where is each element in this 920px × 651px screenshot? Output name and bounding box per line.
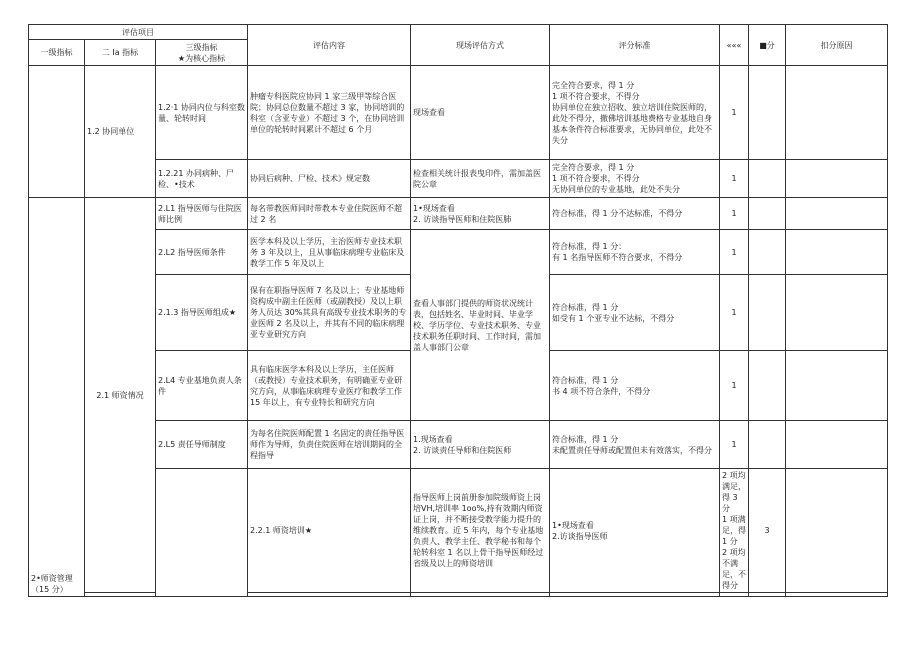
header-level3-note: ★为核心指标 [177, 53, 226, 63]
full-score-cell [720, 593, 749, 597]
level1-cell: 2•师资管理（15 分） [29, 198, 85, 597]
score-cell [749, 351, 786, 421]
header-level2: 二 Ia 指标 [85, 40, 156, 66]
header-content: 评估内容 [248, 25, 411, 66]
content-cell: 指导医师上岗前册参加院级师资上岗培VH,培训率 1oo%,持有效期内师资证上岗，并不断接受教学能力提升的维续教育。近 5 年内，每个专业基地负责人、教学主任、教学秘书和每个轮转科室 1 名以上骨干指导医师经过省级及以上的师资培训 [411, 469, 550, 593]
full-score-cell: 3 [749, 469, 786, 593]
table-row [29, 198, 888, 230]
reason-cell [786, 421, 888, 469]
level3-cell: 2.L4 专业基地负责人条件 [156, 351, 248, 421]
reason-cell [786, 593, 888, 597]
content-cell: 医学本科及以上学历，主治医师专业技术职务 3 年及以上，且从事临床病理专业临床及教学工作 5 年及以上 [248, 230, 411, 275]
method-cell: 查看人事部门提供的师资状况统计表，包括姓名、毕业时间、毕业学校、学历学位、专业技术职务、专业技术职务任职时间、工作时间，需加盖人事部门公章 [411, 230, 550, 421]
criteria-cell: 符合标准，得 1 分 如受有 1 个亚专业不达标，不得分 [550, 275, 720, 351]
header-reason: 扣分原因 [786, 25, 888, 66]
evaluation-table [28, 24, 888, 597]
criteria-cell: 完全符合要求，得 1 分 1 项不符合要求，不得分 无协同单位的专业基地，此处不失分 [550, 160, 720, 198]
score-cell [749, 275, 786, 351]
header-score: ■分 [749, 25, 786, 66]
criteria-cell [550, 593, 720, 597]
content-cell: 具有临床医学本科及以上学历，主任医师（或教授）专业技术职务，有明确亚专业研究方向，从事临床病理专业医疗和教学工作 15 年以上，有专业特长和研究方向 [248, 351, 411, 421]
level3-cell [85, 593, 156, 597]
criteria-cell: 2 项均满足，得 3 分 1 项满足，得 1 分 2 项均不满足，不得分 [720, 469, 749, 593]
full-score-cell: 1 [720, 160, 749, 198]
level3-cell: 2.2.1 师资培训★ [248, 469, 411, 593]
header-level1: 一级指标 [29, 40, 85, 66]
reason-cell [786, 66, 888, 160]
score-cell [749, 230, 786, 275]
content-cell: 协同后病种、尸检、技术》规定数 [248, 160, 411, 198]
score-cell [749, 421, 786, 469]
content-cell: 为每名住院医师配置 1 名固定的责任指导医师作为导师，负责住院医师在培训期间的全程指导 [248, 421, 411, 469]
method-cell: 检查相关统计报表曳印件，需加盖医院公章 [411, 160, 550, 198]
score-cell [786, 469, 888, 593]
table-row [29, 421, 888, 469]
table-row [29, 160, 888, 198]
header-row-1 [29, 25, 888, 40]
criteria-cell: 符合标准，得 1 分： 有 1 名指导医师不符合要求，不得分 [550, 230, 720, 275]
level3-cell: 1.2·1 协同内位与科室数量、轮转时间 [156, 66, 248, 160]
full-score-cell: 1 [720, 351, 749, 421]
header-eval-items: 评估项目 [29, 25, 248, 40]
header-method: 现场评估方式 [411, 25, 550, 66]
reason-cell [786, 351, 888, 421]
level2-cell [156, 469, 248, 597]
method-cell: 1.现场查看 2. 访谈责任导师和住院医师 [411, 421, 550, 469]
criteria-cell: 符合标准，得 1 分不达标准，不得分 [550, 198, 720, 230]
content-cell: 肿瘤专科医院应协同 1 家三级甲等综合医院；协同总位数量不超过 3 家，协同培训的科室（含亚专业）不超过 3 个，在协同培训单位的轮转时间累计不超过 6 个月 [248, 66, 411, 160]
header-criteria: 评分标准 [550, 25, 720, 66]
table-row [29, 66, 888, 160]
criteria-cell: 完全符合要求，得 1 分 1 项不符合要求，不得分 协同单位在独立招收、独立培训住院医师的，此处不得分，撤佛培训基地费格专业基地自身基本条件符合标准要求，无协同单位，此处不失分 [550, 66, 720, 160]
reason-cell [786, 198, 888, 230]
score-cell [749, 160, 786, 198]
criteria-cell: 符合标准，得 1 分 书 4 项不符合条件，不得分 [550, 351, 720, 421]
table-row [29, 469, 888, 593]
reason-cell [786, 275, 888, 351]
level3-cell: 2.L5 责任导师制度 [156, 421, 248, 469]
level3-cell: 2.L2 指导医师条件 [156, 230, 248, 275]
score-cell [749, 593, 786, 597]
header-level3-title: 三级指标 [185, 42, 218, 52]
level3-cell: 1.2.21 办同病种、尸检、•技术 [156, 160, 248, 198]
level2-cell: 1.2 协同单位 [85, 66, 156, 198]
method-cell: 现场查看 [411, 66, 550, 160]
header-full-score: ««« [720, 25, 749, 66]
level1-cell [29, 66, 85, 198]
level2-cell: 2.1 师资情况 [85, 198, 156, 593]
content-cell: 保有在职指导医师 7 名及以上；专业基地师资构成中副主任医师（或副教授）及以上职务人员达 30%其具有高级专业技术职务的专业医师 2 名及以上，并其有不同的临床病理亚专业研究方向 [248, 275, 411, 351]
score-cell [749, 198, 786, 230]
table-row [29, 230, 888, 275]
reason-cell [786, 230, 888, 275]
header-level3 [156, 40, 248, 66]
content-cell [248, 593, 411, 597]
method-cell: 1•现场查看 2.访谈指导医师 [550, 469, 720, 593]
score-cell [749, 66, 786, 160]
full-score-cell: 1 [720, 230, 749, 275]
full-score-cell: 1 [720, 66, 749, 160]
full-score-cell: 1 [720, 198, 749, 230]
reason-cell [786, 160, 888, 198]
level3-cell: 2.1.3 指导医师组成★ [156, 275, 248, 351]
full-score-cell: 1 [720, 275, 749, 351]
content-cell: 每名带教医师同时带教本专业住院医师不超过 2 名 [248, 198, 411, 230]
level3-cell: 2.L1 指导医师与住院医师比例 [156, 198, 248, 230]
full-score-cell: 1 [720, 421, 749, 469]
method-cell: 1•现场查看 2. 访谈指导医师和住院医肺 [411, 198, 550, 230]
method-cell [411, 593, 550, 597]
criteria-cell: 符合标准，得 1 分 未配置责任导师或配置但未有效落实，不得分 [550, 421, 720, 469]
